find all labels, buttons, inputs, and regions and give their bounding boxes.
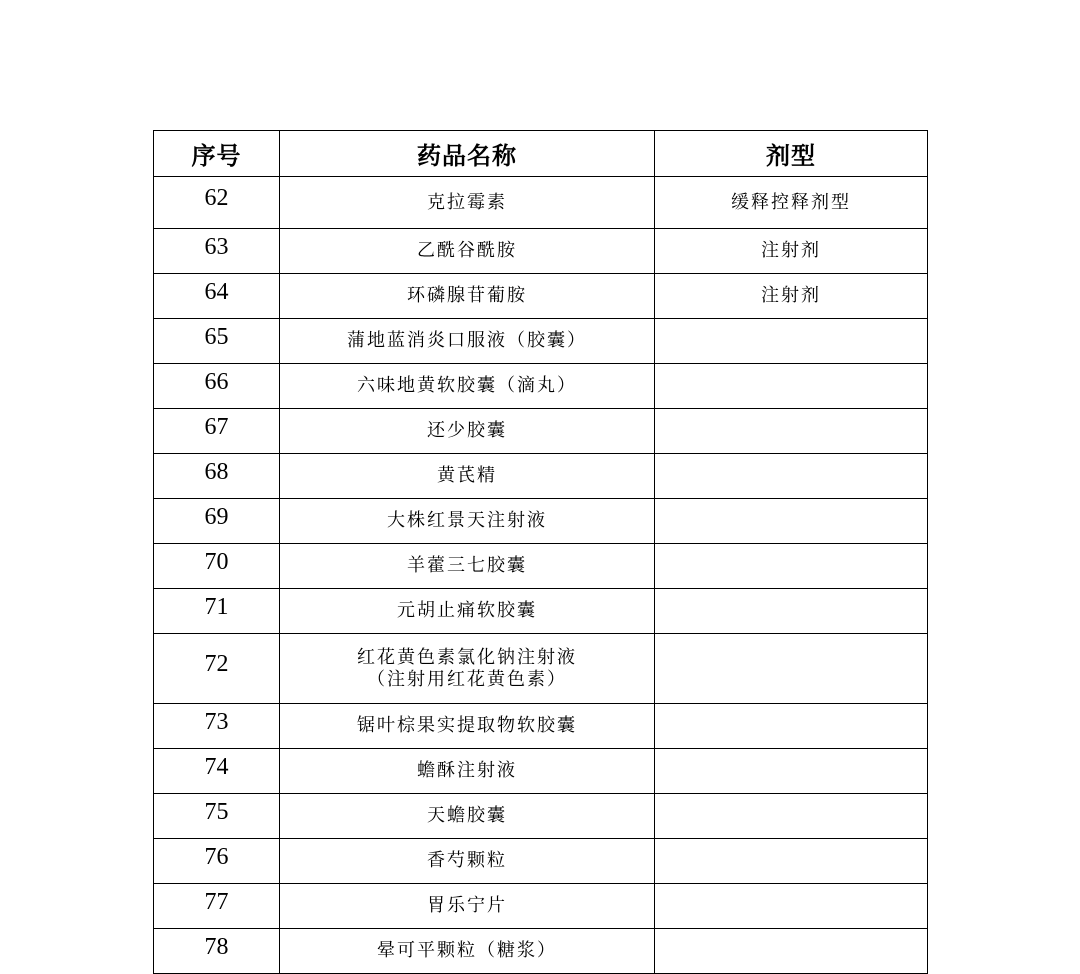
table-row [154,704,928,749]
table-row [154,409,928,454]
table-row [154,499,928,544]
dosage-form-cell [655,749,928,794]
drug-name-text: 红花黄色素氯化钠注射液 [357,646,577,668]
header-drug-name: 药品名称 [280,131,655,177]
table-body [154,177,928,974]
dosage-form-cell [655,634,928,704]
drug-name-text: 蟾酥注射液 [417,760,517,781]
drug-name-cell [280,544,655,589]
serial-number-cell: 65 [154,319,280,364]
table-row [154,634,928,704]
serial-number-cell: 76 [154,839,280,884]
drug-name-cell [280,704,655,749]
table-row [154,177,928,229]
drug-name-text: 克拉霉素 [427,191,507,213]
serial-number-cell: 62 [154,177,280,229]
dosage-form-cell [655,409,928,454]
dosage-form-cell [655,364,928,409]
serial-number-cell: 73 [154,704,280,749]
table-row [154,274,928,319]
drug-name-cell [280,409,655,454]
drug-name-text: 香芍颗粒 [427,850,507,871]
drug-name-text: 锯叶棕果实提取物软胶囊 [357,715,577,736]
serial-number-cell: 72 [154,634,280,704]
drug-name-text: 蒲地蓝消炎口服液（胶囊） [347,330,587,351]
table-row [154,839,928,884]
dosage-form-cell [655,589,928,634]
dosage-form-cell: 注射剂 [655,274,928,319]
drug-name-text: （注射用红花黄色素） [367,668,567,690]
table-row [154,229,928,274]
dosage-form-cell [655,454,928,499]
drug-name-cell [280,884,655,929]
header-dosage-form: 剂型 [655,131,928,177]
drug-name-cell [280,319,655,364]
serial-number-cell: 68 [154,454,280,499]
dosage-form-cell [655,704,928,749]
serial-number-cell: 77 [154,884,280,929]
drug-name-text: 晕可平颗粒（糖浆） [377,940,557,961]
dosage-form-cell: 注射剂 [655,229,928,274]
serial-number-cell: 64 [154,274,280,319]
serial-number-cell: 69 [154,499,280,544]
drug-name-text: 六味地黄软胶囊（滴丸） [357,375,577,396]
dosage-form-cell [655,839,928,884]
serial-number-cell: 63 [154,229,280,274]
dosage-form-cell [655,499,928,544]
serial-number-cell: 66 [154,364,280,409]
drug-name-text: 天蟾胶囊 [427,805,507,826]
drug-name-cell [280,364,655,409]
table-row [154,884,928,929]
serial-number-cell: 71 [154,589,280,634]
serial-number-cell: 70 [154,544,280,589]
drug-name-text: 环磷腺苷葡胺 [407,285,527,306]
dosage-form-cell [655,929,928,974]
drug-name-cell [280,839,655,884]
table-header-row [154,131,928,177]
dosage-form-cell [655,884,928,929]
drug-name-cell [280,634,655,704]
drug-name-text: 元胡止痛软胶囊 [397,600,537,621]
drug-name-text: 乙酰谷酰胺 [417,240,517,261]
header-serial-number: 序号 [154,131,280,177]
table-row [154,454,928,499]
table-row [154,544,928,589]
drug-name-text: 胃乐宁片 [427,895,507,916]
table-row [154,589,928,634]
drug-name-cell [280,177,655,229]
dosage-form-cell [655,794,928,839]
dosage-form-cell: 缓释控释剂型 [655,177,928,229]
dosage-form-cell [655,319,928,364]
drug-name-text: 大株红景天注射液 [387,510,547,531]
table-row [154,364,928,409]
serial-number-cell: 67 [154,409,280,454]
serial-number-cell: 75 [154,794,280,839]
drug-name-text: 黄芪精 [437,465,497,486]
drug-name-cell [280,794,655,839]
dosage-form-cell [655,544,928,589]
drug-name-cell [280,749,655,794]
drug-name-text: 还少胶囊 [427,420,507,441]
drug-name-cell [280,229,655,274]
drug-name-cell [280,589,655,634]
drug-name-cell [280,274,655,319]
table-row [154,794,928,839]
table-row [154,929,928,974]
table-row [154,319,928,364]
drug-name-cell [280,454,655,499]
drug-name-cell [280,929,655,974]
serial-number-cell: 78 [154,929,280,974]
drug-name-cell [280,499,655,544]
table-row [154,749,928,794]
drug-name-text: 羊藿三七胶囊 [407,555,527,576]
drug-table [153,130,928,974]
serial-number-cell: 74 [154,749,280,794]
